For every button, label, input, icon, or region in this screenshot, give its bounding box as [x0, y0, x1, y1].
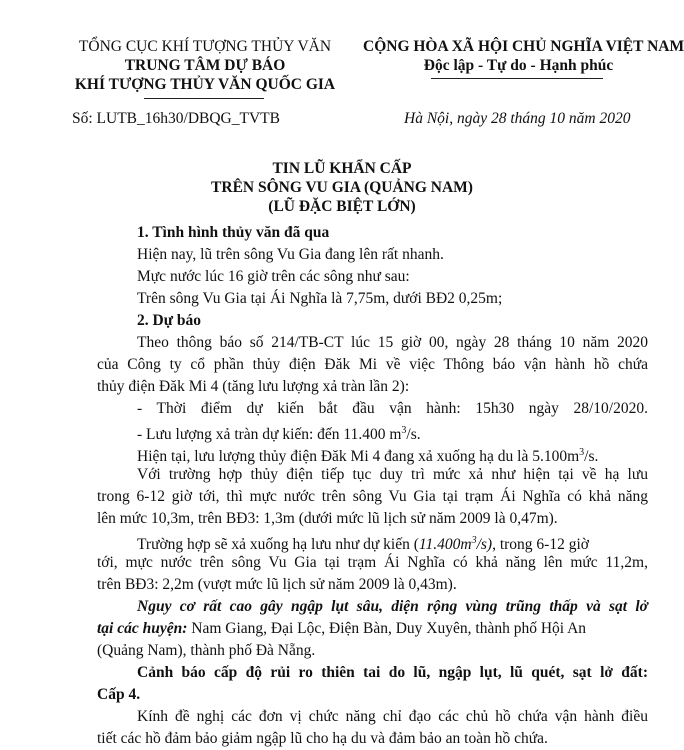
scenario2-text-b: , trong 6-12 giờ: [492, 536, 589, 554]
current-discharge-unit: /s.: [584, 448, 599, 466]
bullet-discharge-unit: /s.: [406, 426, 421, 444]
scenario1-line1: Với trường hợp thủy điện tiếp tục duy trì mức xả như hiện tại về hạ lưu: [137, 466, 648, 483]
risk-line2: [97, 618, 586, 640]
bullet-operation-time: - Thời điểm dự kiến bắt đầu vận hành: 15h30 ngày 28/10/2020.: [137, 400, 648, 417]
current-discharge-sup: 3: [579, 447, 585, 458]
request-line1: Kính đề nghị các đơn vị chức năng chỉ đạo các chủ hồ chứa vận hành điều: [137, 708, 648, 725]
warning-line1: Cảnh báo cấp độ rủi ro thiên tai do lũ, ngập lụt, lũ quét, sạt lở đất:: [137, 664, 648, 681]
risk-line2-rest: Nam Giang, Đại Lộc, Điện Bàn, Duy Xuyên, thành phố Hội An: [187, 620, 587, 637]
title-line1: TIN LŨ KHẨN CẤP: [272, 160, 412, 177]
section2-heading: 2. Dự báo: [137, 312, 201, 329]
scenario1-line3: lên mức 10,3m, trên BĐ3: 1,3m (dưới mức lũ lịch sử năm 2009 là 0,47m).: [97, 510, 558, 527]
forecast-notice-line2: của Công ty cổ phần thủy điện Đăk Mi về việc Thông báo vận hành hồ chứa: [97, 356, 648, 373]
title-line3: (LŨ ĐẶC BIỆT LỚN): [268, 198, 416, 215]
place-date: Hà Nội, ngày 28 tháng 10 năm 2020: [404, 110, 631, 127]
scenario2-sup: 3: [471, 535, 477, 546]
scenario2-line3: trên BĐ3: 2,2m (vượt mức lũ lịch sử năm 2009 là 0,43m).: [97, 576, 457, 593]
scenario1-line2: trong 6-12 giờ tới, thì mực nước trên sông Vu Gia tại trạm Ái Nghĩa có khả năng: [97, 488, 648, 505]
title-line2: TRÊN SÔNG VU GIA (QUẢNG NAM): [211, 179, 473, 196]
request-line2: tiết các hồ đảm bảo giảm ngập lũ cho hạ du và đảm bảo an toàn hồ chứa.: [97, 730, 548, 747]
scenario2-line2: tới, mực nước trên sông Vu Gia tại trạm Ái Nghĩa có khả năng lên mức 11,2m,: [97, 554, 648, 571]
risk-line1: Nguy cơ rất cao gây ngập lụt sâu, diện rộng vùng trũng thấp và sạt lở: [137, 598, 648, 615]
agency-name-line1: TỔNG CỤC KHÍ TƯỢNG THỦY VĂN: [78, 38, 332, 55]
document-number: Số: LUTB_16h30/DBQG_TVTB: [72, 110, 280, 127]
agency-name-line2: TRUNG TÂM DỰ BÁO: [124, 57, 286, 74]
scenario2-italic: 11.400m: [418, 536, 472, 554]
scenario2-italic-unit: /s): [476, 536, 493, 554]
section1-heading: 1. Tình hình thủy văn đã qua: [137, 224, 330, 241]
section1-para3: Trên sông Vu Gia tại Ái Nghĩa là 7,75m, dưới BĐ2 0,25m;: [137, 290, 503, 307]
forecast-notice-line3: thủy điện Đăk Mi 4 (tăng lưu lượng xả tràn lần 2):: [97, 378, 410, 395]
scenario2-text-a: Trường hợp sẽ xả xuống hạ lưu như dự kiến (: [137, 536, 419, 554]
warning-line2: Cấp 4.: [97, 686, 141, 703]
agency-underline: [144, 98, 264, 99]
section1-para1: Hiện nay, lũ trên sông Vu Gia đang lên rất nhanh.: [137, 246, 444, 263]
bullet-discharge-text: - Lưu lượng xả tràn dự kiến: đến 11.400 m: [137, 426, 402, 444]
forecast-notice-line1: Theo thông báo số 214/TB-CT lúc 15 giờ 00, ngày 28 tháng 10 năm 2020: [137, 334, 648, 351]
risk-line2-bold: tại các huyện:: [97, 620, 188, 637]
risk-line3: (Quảng Nam), thành phố Đà Nẵng.: [97, 642, 316, 659]
motto-underline: [431, 78, 603, 79]
nation-motto: Độc lập - Tự do - Hạnh phúc: [423, 57, 614, 74]
section1-para2: Mực nước lúc 16 giờ trên các sông như sau:: [137, 268, 410, 285]
agency-name-line3: KHÍ TƯỢNG THỦY VĂN QUỐC GIA: [74, 76, 336, 93]
nation-title: CỘNG HÒA XÃ HỘI CHỦ NGHĨA VIỆT NAM: [363, 38, 684, 55]
current-discharge-text: Hiện tại, lưu lượng thủy điện Đăk Mi 4 đang xả xuống hạ du là 5.100m: [137, 448, 580, 466]
bullet-discharge-sup: 3: [401, 425, 407, 436]
